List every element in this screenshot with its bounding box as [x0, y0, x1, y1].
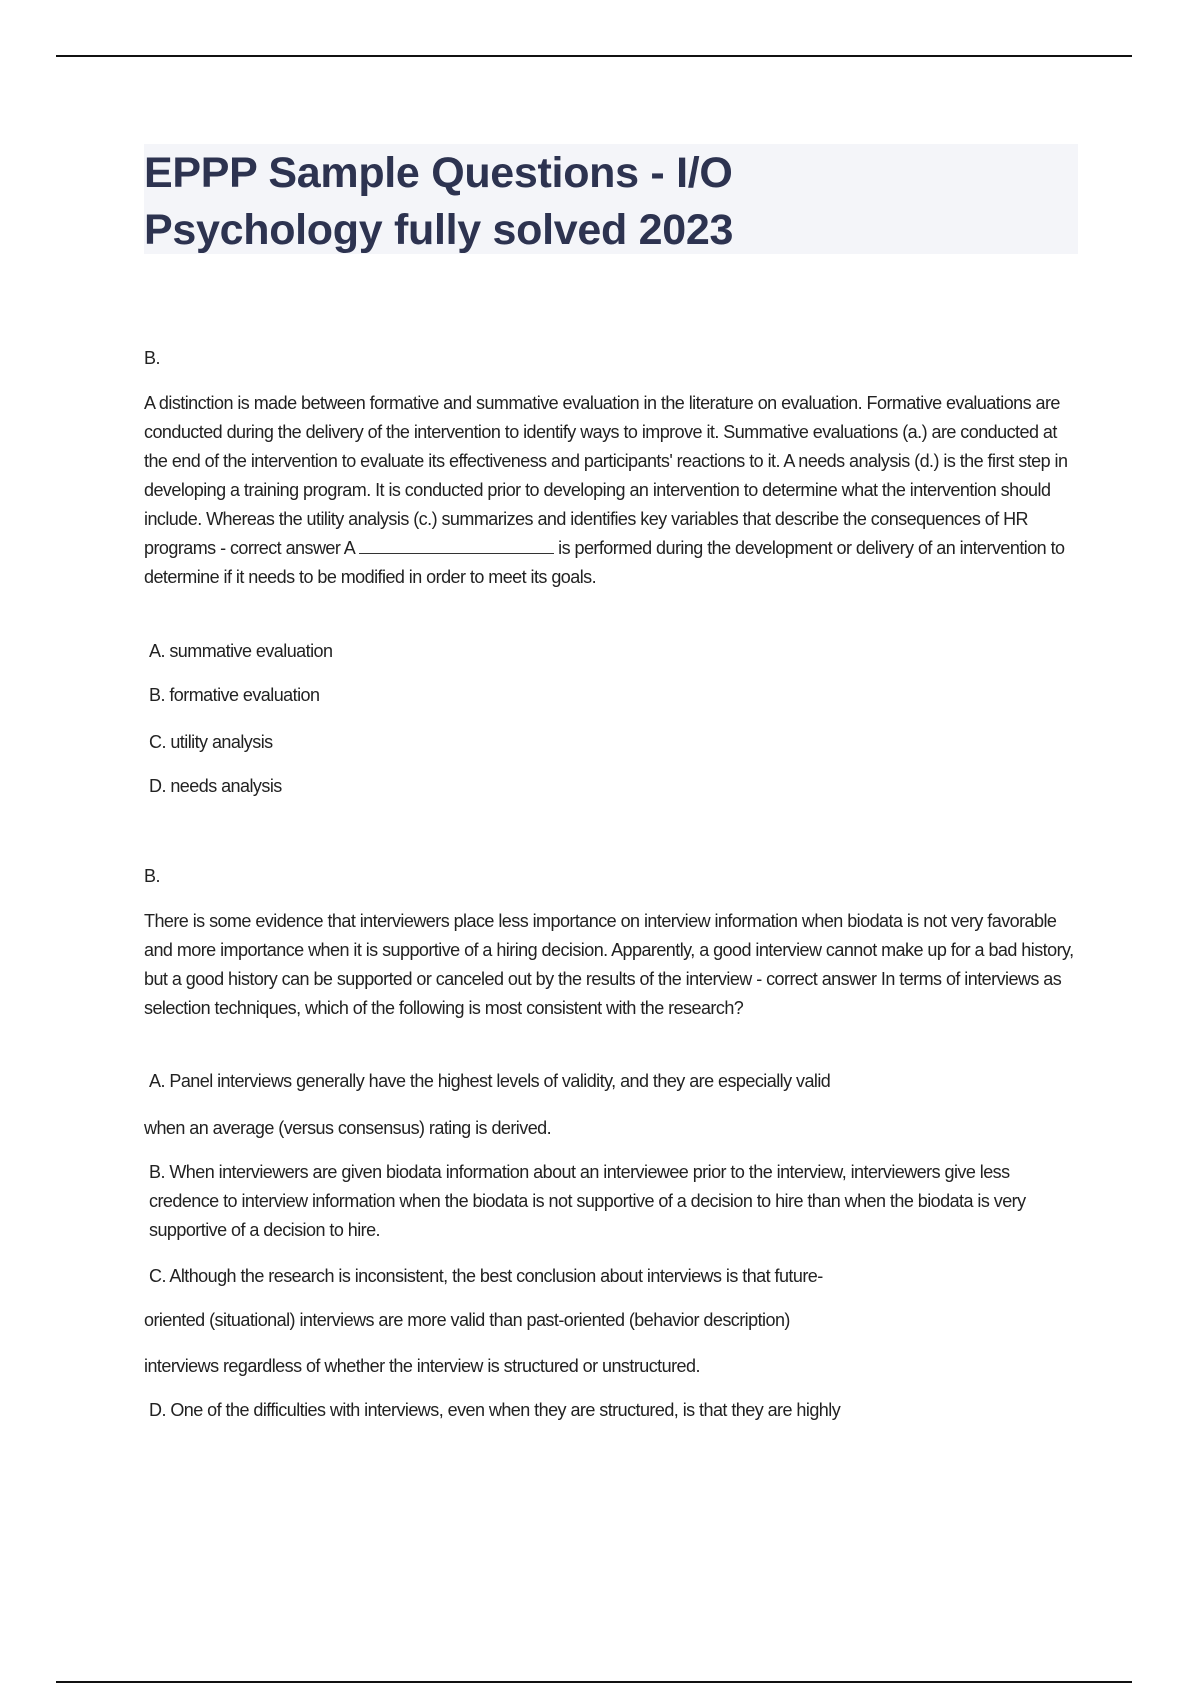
document-title: EPPP Sample Questions - I/O Psychology fully solved 2023 [144, 149, 734, 254]
question-1-option-a: A. summative evaluation [149, 641, 333, 661]
question-2-option-a: A. Panel interviews generally have the highest levels of validity, and they are especially valid [149, 1071, 831, 1091]
question-2-option-a-cont: when an average (versus consensus) rating is derived. [144, 1118, 552, 1138]
top-rule [56, 55, 1132, 57]
question-1-option-d: D. needs analysis [149, 776, 282, 796]
bottom-rule [56, 1681, 1132, 1683]
question-2-option-d: D. One of the difficulties with interviews, even when they are structured, is that they are highly [149, 1400, 841, 1420]
answer-blank [359, 539, 554, 554]
question-1-text-before: A distinction is made between formative and summative evaluation in the literature on evaluation. Formative evaluations are conducted during the delivery of the intervention to identify ways to improve it. Summative evaluations (a.) are conducted at the end of the intervention to evaluate its effectiveness and participants' reactions to it. A needs analysis (d.) is the first step in developing a training program. It is conducted prior to developing an intervention to determine what the intervention should include. Whereas the utility analysis (c.) summarizes and identifies key variables that describe the consequences of HR programs - correct answer A [144, 393, 1068, 558]
question-1-option-c: C. utility analysis [149, 732, 273, 752]
question-1-option-b: B. formative evaluation [149, 685, 320, 705]
question-1-text [144, 389, 1080, 592]
question-2-option-c: C. Although the research is inconsistent, the best conclusion about interviews is that future- [149, 1266, 823, 1286]
question-2-answer: B. [144, 866, 160, 886]
question-2-option-c-cont-2: interviews regardless of whether the interview is structured or unstructured. [144, 1356, 700, 1376]
question-2-text: There is some evidence that interviewers place less importance on interview information when biodata is not very favorable and more importance when it is supportive of a hiring decision. Apparently, a good interview cannot make up for a bad history, but a good history can be supported or canceled out by the results of the interview - correct answer In terms of interviews as selection techniques, which of the following is most consistent with the research? [144, 911, 1074, 1018]
question-2-option-b: B. When interviewers are given biodata information about an interviewee prior to the interview, interviewers give less credence to interview information when the biodata is not supportive of a decision to hire than when the biodata is very supportive of a decision to hire. [149, 1162, 1026, 1240]
question-2-option-c-cont-1: oriented (situational) interviews are more valid than past-oriented (behavior description) [144, 1310, 790, 1330]
question-1-answer: B. [144, 348, 160, 368]
question-1-text-after: is performed during the development or delivery of an intervention to determine if it needs to be modified in order to meet its goals. [144, 538, 1065, 587]
